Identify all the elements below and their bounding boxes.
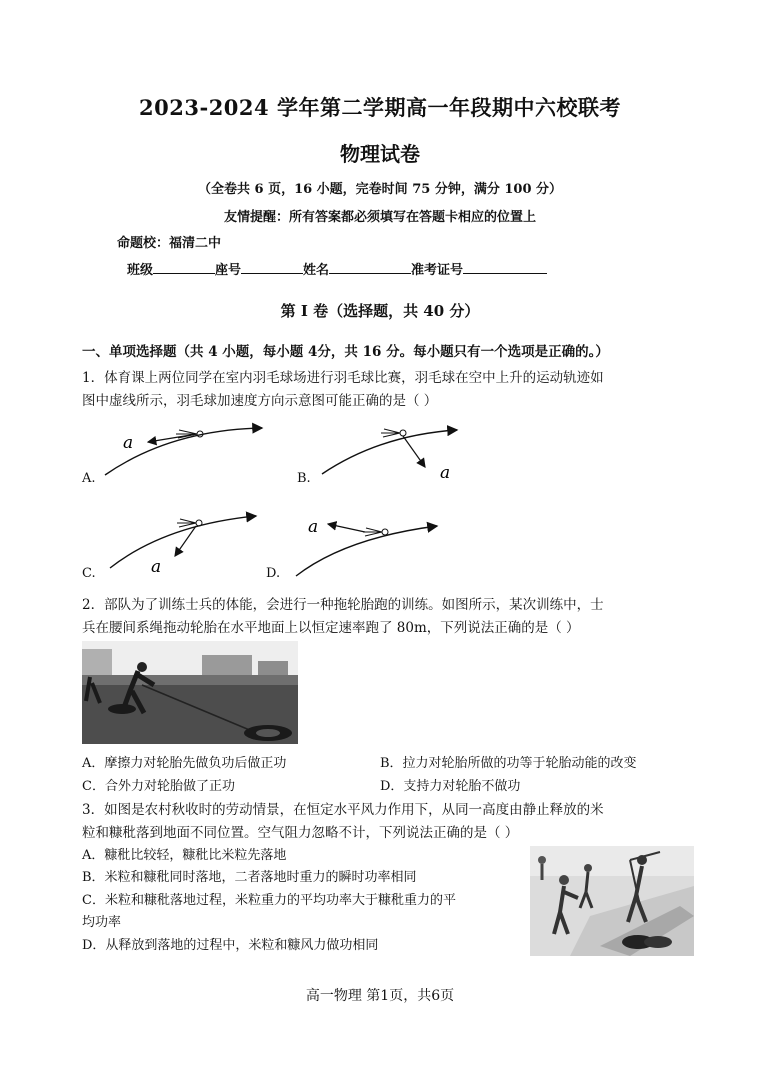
q1-text-line1: 1．体育课上两位同学在室内羽毛球场进行羽毛球比赛，羽毛球在空中上升的运动轨迹如 [82, 370, 604, 386]
q3-option-b[interactable]: B．米粒和糠秕同时落地，二者落地时重力的瞬时功率相同 [82, 870, 417, 885]
q2-text-line1: 2．部队为了训练士兵的体能，会进行一种拖轮胎跑的训练。如图所示，某次训练中，士 [82, 597, 604, 613]
harvest-winnowing-photo [530, 846, 694, 956]
option-b-accel-label: a [440, 463, 451, 483]
q1-option-c[interactable]: C. [82, 566, 96, 581]
section-heading: 一、单项选择题（共 4 小题，每小题 4分，共 16 分。每小题只有一个选项是正确的。） [82, 344, 609, 360]
option-d-diagram [296, 517, 437, 576]
q1-text-line2: 图中虚线所示，羽毛球加速度方向示意图可能正确的是（ ） [82, 393, 438, 409]
field-name-blank[interactable] [329, 259, 411, 274]
option-a-accel-label: a [123, 433, 134, 453]
q1-option-b[interactable]: B. [297, 471, 311, 486]
field-seat-label: 座号 [215, 263, 242, 278]
q3-option-a[interactable]: A．糠秕比较轻，糠秕比米粒先落地 [82, 848, 287, 863]
q2-option-b[interactable]: B．拉力对轮胎所做的功等于轮胎动能的改变 [380, 756, 637, 771]
q3-option-c[interactable]: C．米粒和糠秕落地过程，米粒重力的平均功率大于糠秕重力的平 [82, 893, 456, 908]
q3-text-line1: 3．如图是农村秋收时的劳动情景，在恒定水平风力作用下，从同一高度由静止释放的米 [82, 802, 604, 818]
option-c-accel-label: a [151, 557, 162, 577]
exam-tip: 友情提醒：所有答案都必须填写在答题卡相应的位置上 [223, 210, 536, 225]
student-fields [127, 259, 547, 278]
field-class-blank[interactable] [153, 259, 215, 274]
field-id-blank[interactable] [463, 259, 547, 274]
option-c-diagram [110, 516, 256, 577]
q2-option-a[interactable]: A．摩擦力对轮胎先做负功后做正功 [82, 756, 287, 771]
q1-option-a[interactable]: A. [82, 471, 96, 486]
q3-text-line2: 粒和糠秕落到地面不同位置。空气阻力忽略不计，下列说法正确的是（ ） [82, 825, 519, 841]
q3-option-d[interactable]: D．从释放到落地的过程中，米粒和糠风力做功相同 [82, 938, 379, 953]
q2-option-d[interactable]: D．支持力对轮胎不做功 [380, 779, 521, 794]
q2-text-line2: 兵在腰间系绳拖动轮胎在水平地面上以恒定速率跑了 80m，下列说法正确的是（ ） [82, 620, 580, 636]
setting-school: 命题校：福清二中 [117, 236, 222, 251]
q3-option-c-cont: 均功率 [82, 915, 122, 930]
field-seat-blank[interactable] [241, 259, 303, 274]
field-name-label: 姓名 [303, 263, 330, 278]
field-id-label: 准考证号 [411, 263, 464, 278]
option-a-diagram [105, 428, 262, 475]
q2-option-c[interactable]: C．合外力对轮胎做了正功 [82, 779, 235, 794]
option-b-diagram [322, 429, 457, 483]
exam-title: 2023-2024 学年第二学期高一年段期中六校联考 [139, 95, 621, 120]
tire-training-photo [82, 641, 298, 744]
field-class-label: 班级 [127, 263, 154, 278]
exam-info: （全卷共 6 页，16 小题，完卷时间 75 分钟，满分 100 分） [197, 182, 563, 197]
part-heading: 第 I 卷（选择题，共 40 分） [280, 302, 480, 320]
exam-subtitle: 物理试卷 [340, 142, 420, 166]
q1-option-d[interactable]: D. [266, 566, 281, 581]
option-d-accel-label: a [308, 517, 319, 537]
page-footer: 高一物理 第1页，共6页 [305, 988, 455, 1004]
